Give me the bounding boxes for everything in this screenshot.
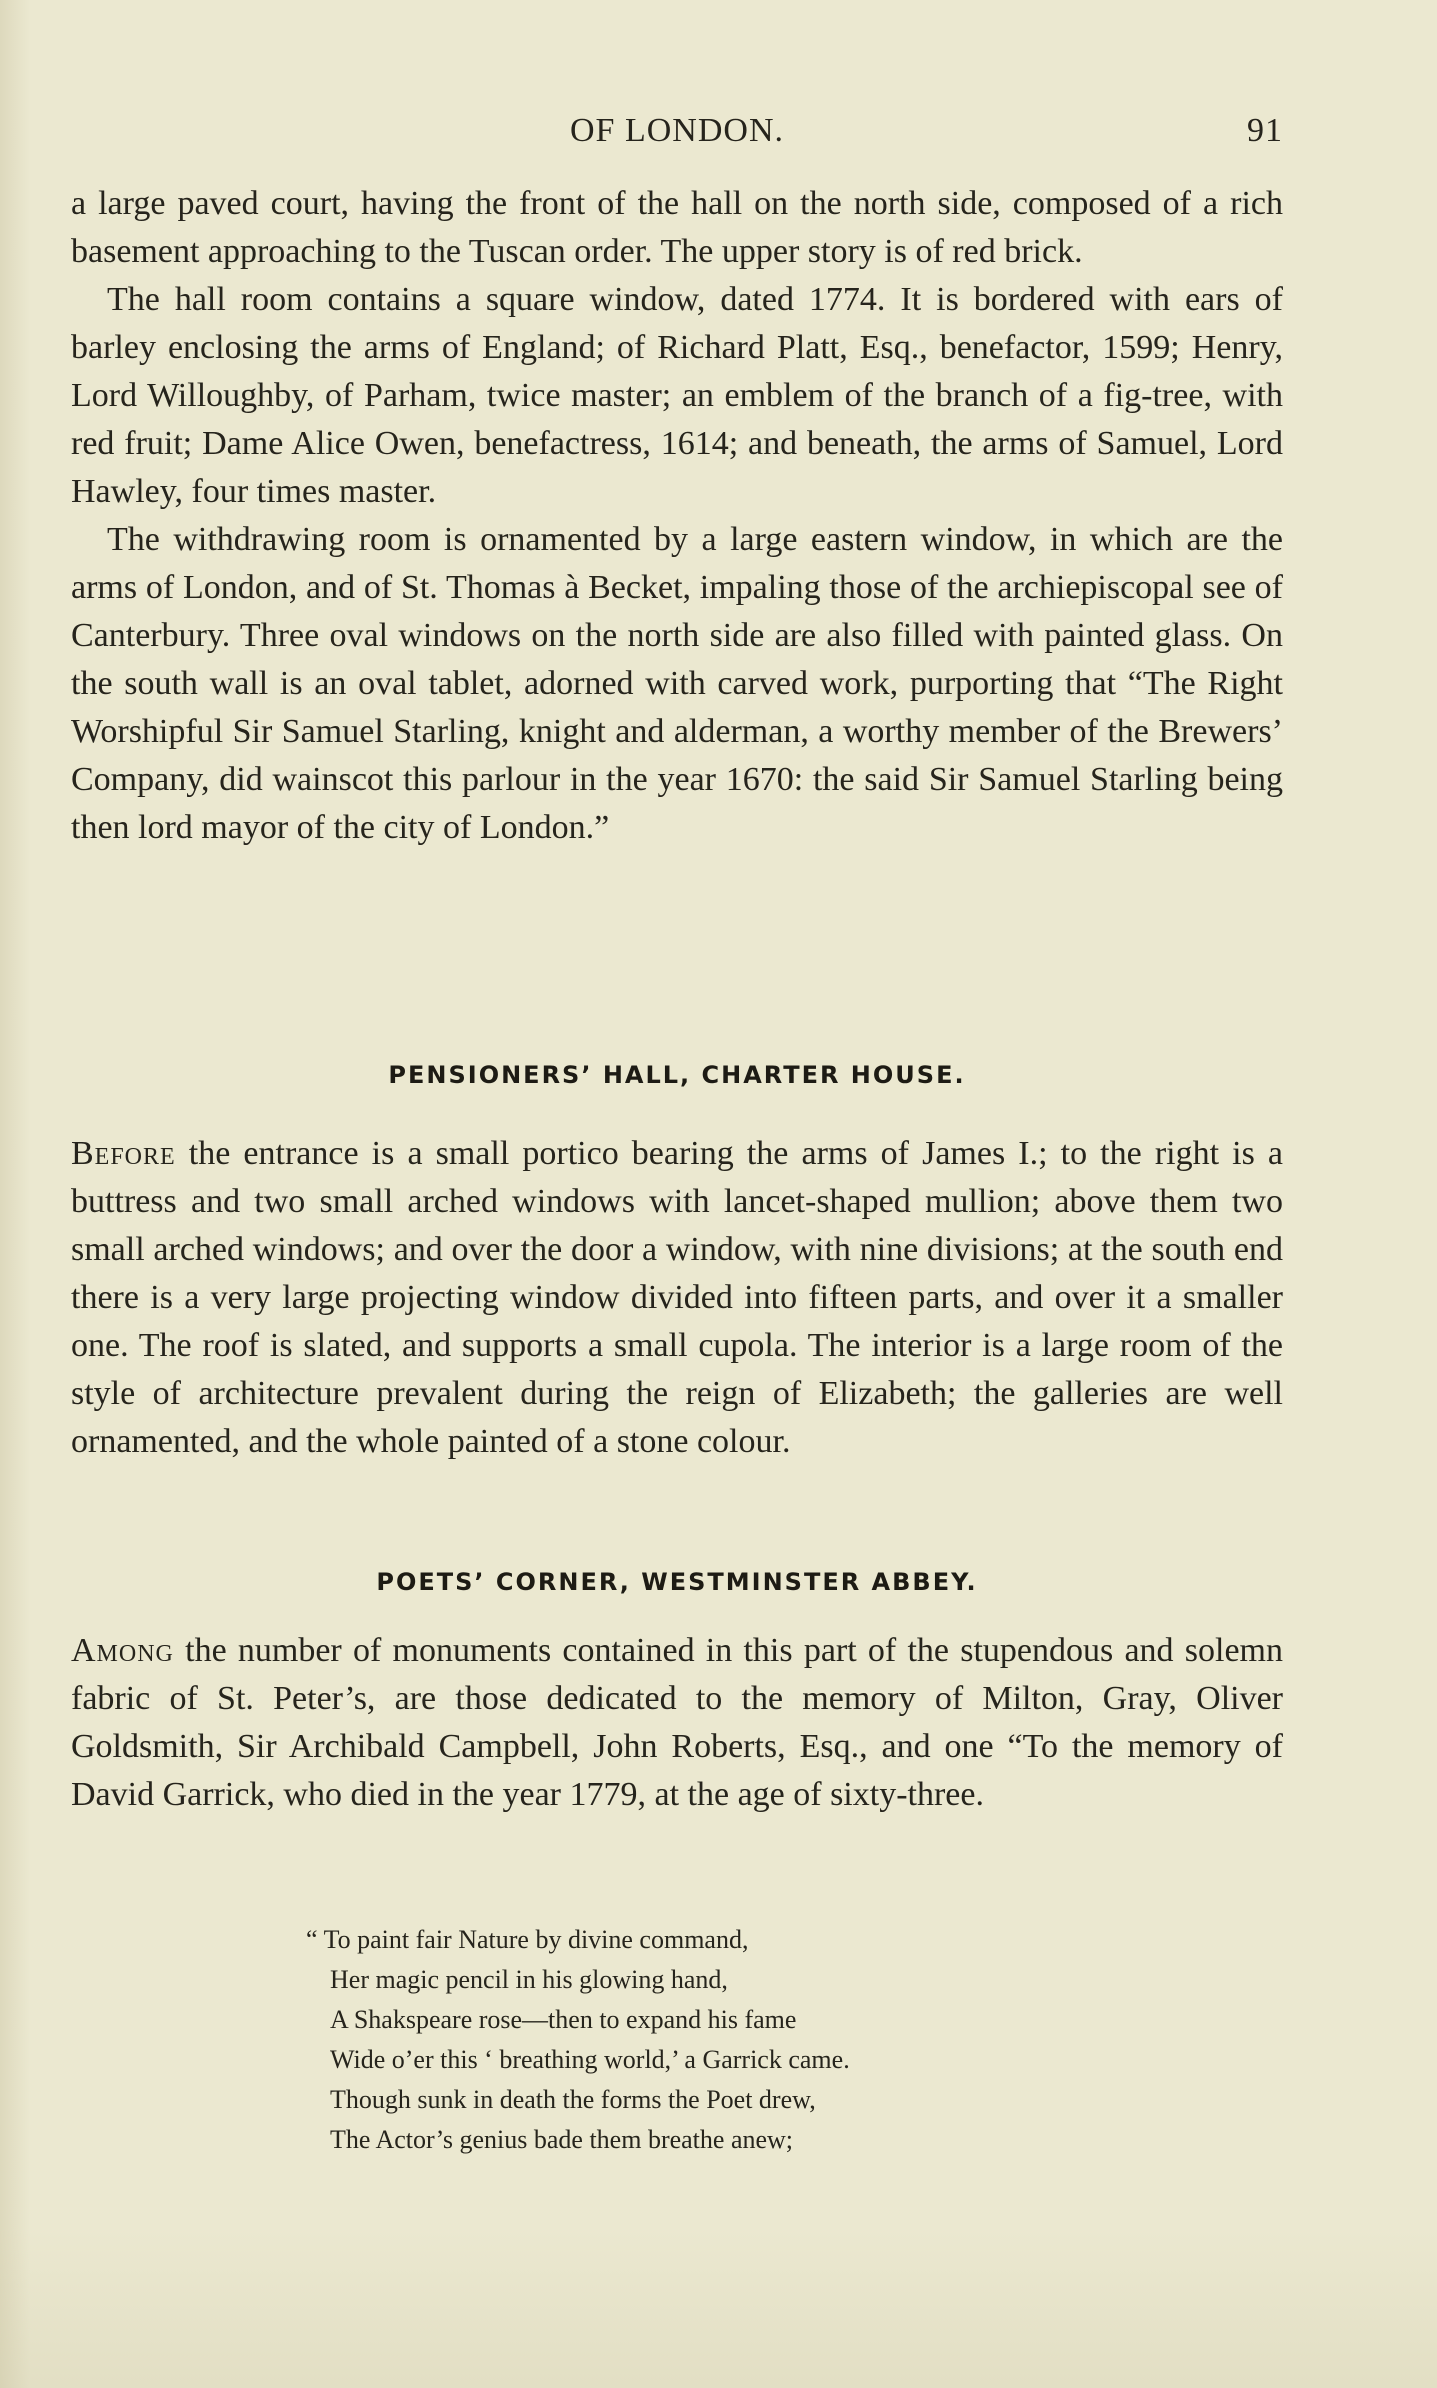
body-text-top	[71, 180, 1283, 852]
paragraph-text: the entrance is a small portico bearing the arms of James I.; to the right is a buttress and two small arched windows with lancet-shaped mullion; above them two small arched windows; and over the door a window, with nine divisions; at the south end there is a very large projecting window divided into fifteen parts, and over it a smaller one. The roof is slated, and supports a small cupola. The interior is a large room of the style of architecture prevalent during the reign of Elizabeth; the galleries are well ornamented, and the whole painted of a stone colour.	[71, 1135, 1284, 1460]
verse-line: Wide o’er this ‘ breathing world,’ a Garrick came.	[330, 2045, 850, 2074]
verse-line: Though sunk in death the forms the Poet drew,	[330, 2085, 816, 2114]
section-heading-pensioners-hall: PENSIONERS’ HALL, CHARTER HOUSE.	[388, 1061, 966, 1089]
verse-line: “ To paint fair Nature by divine command,	[306, 1925, 749, 1954]
paragraph-text: the number of monuments contained in this part of the stupendous and solemn fabric of St. Peter’s, are those dedicated to the memory of Milton, Gray, Oliver Goldsmith, Sir Archibald Campbell, John Roberts, Esq., and one “To the memory of David Garrick, who died in the year 1779, at the age of sixty-three.	[71, 1632, 1284, 1813]
running-head-title: OF LONDON.	[570, 112, 784, 149]
page-edge-shadow	[0, 0, 30, 2388]
paragraph-lead-word: Among	[71, 1632, 174, 1669]
paragraph-hall-room: The hall room contains a square window, dated 1774. It is bordered with ears of barley enclosing the arms of England; of Richard Platt, Esq., benefactor, 1599; Henry, Lord Willoughby, of Parham, twice master; an emblem of the branch of a fig-tree, with red fruit; Dame Alice Owen, benefactress, 1614; and beneath, the arms of Samuel, Lord Hawley, four times master.	[71, 281, 1283, 510]
verse-quotation	[300, 1920, 1120, 2160]
paragraph-withdrawing-room: The withdrawing room is ornamented by a large eastern window, in which are the arms of London, and of St. Thomas à Becket, impaling those of the archiepiscopal see of Canterbury. Three oval windows on the north side are also filled with painted glass. On the south wall is an oval tablet, adorned with carved work, purporting that “The Right Worshipful Sir Samuel Starling, knight and alderman, a worthy member of the Brewers’ Company, did wainscot this parlour in the year 1670: the said Sir Samuel Starling being then lord mayor of the city of London.”	[71, 521, 1283, 846]
paragraph-continued: a large paved court, having the front of the hall on the north side, composed of a rich basement approaching to the Tuscan order. The upper story is of red brick.	[71, 185, 1283, 270]
verse-line: Her magic pencil in his glowing hand,	[330, 1965, 728, 1994]
paragraph-lead-word: Before	[71, 1135, 176, 1172]
page-bottom-shading	[0, 2228, 1437, 2388]
paragraph-poets-corner	[71, 1627, 1283, 1819]
page-number: 91	[1247, 112, 1283, 149]
section-pensioners-body	[71, 1130, 1283, 1466]
verse-line: The Actor’s genius bade them breathe anew;	[330, 2125, 794, 2154]
verse-line: A Shakspeare rose—then to expand his fame	[330, 2005, 797, 2034]
section-heading-poets-corner: POETS’ CORNER, WESTMINSTER ABBEY.	[376, 1568, 978, 1596]
paragraph-pensioners-hall	[71, 1130, 1283, 1466]
section-poets-body	[71, 1627, 1283, 1819]
running-head	[71, 112, 1283, 156]
